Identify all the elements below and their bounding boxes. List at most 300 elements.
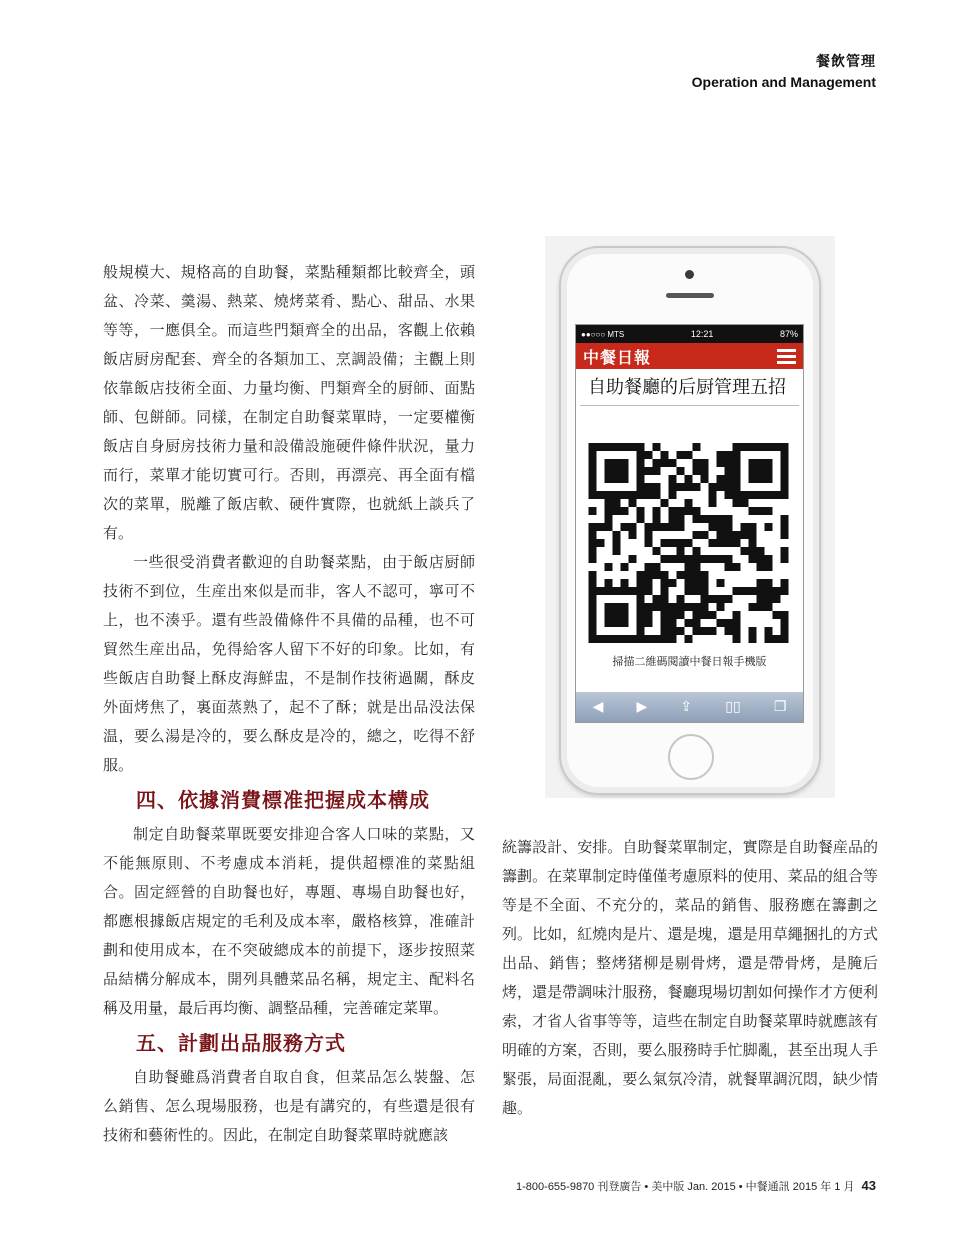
qr-module — [781, 619, 789, 627]
qr-module — [605, 611, 613, 619]
qr-module — [645, 635, 653, 643]
qr-module — [637, 467, 645, 475]
menu-icon[interactable] — [777, 349, 796, 364]
qr-module — [645, 483, 653, 491]
qr-module — [749, 459, 757, 467]
qr-module — [637, 619, 645, 627]
paragraph: 般規模大、規格高的自助餐，菜點種類都比較齊全，頭盆、冷菜、羹湯、熱菜、燒烤菜肴、點心、甜品、水果等等，一應俱全。而這些門類齊全的出品，客觀上依賴飯店厨房配套、齊全的各類加工、烹調設備；主觀上則依靠飯店技術全面、力量均衡、門類齊全的厨師、面點師、包餅師。同樣，在制定自助餐菜單時，一定要權衡飯店自身厨房技術力量和設備設施硬件條件狀況，量力而行，菜單才能切實可行。否則，再漂亮、再全面有檔次的菜單，脱離了飯店軟、硬件實際，也就紙上談兵了有。 — [103, 263, 475, 542]
qr-module — [725, 483, 733, 491]
qr-module — [757, 547, 765, 555]
qr-module — [781, 459, 789, 467]
qr-module — [589, 483, 597, 491]
paragraph: 統籌設計、安排。自助餐菜單制定，實際是自助餐産品的籌劃。在菜單制定時僅僅考慮原料的使用、菜品的組合等等是不全面、不充分的，菜品的銷售、服務應在籌劃之列。比如，紅燒肉是片、還是塊，還是用草繩捆扎的方式出品、銷售；整烤猪柳是剔骨烤，還是帶骨烤，是腌后烤，還是帶調味汁服務，餐廳現場切割如何操作才方便利索，才省人省事等等，這些在制定自助餐菜單時就應該有明確的方案，否則，要么服務時手忙脚亂，甚至出現人手緊張，局面混亂，要么氣氛冷清，就餐單調沉悶，缺少情趣。 — [502, 838, 878, 1117]
qr-module — [597, 539, 605, 547]
qr-module — [765, 491, 773, 499]
qr-module — [621, 635, 629, 643]
qr-module — [685, 507, 693, 515]
qr-module — [701, 587, 709, 595]
qr-module — [669, 627, 677, 635]
qr-caption: 掃描二維碼閱讀中餐日報手機版 — [612, 655, 767, 668]
qr-module — [773, 587, 781, 595]
qr-module — [685, 539, 693, 547]
qr-module — [637, 491, 645, 499]
qr-module — [701, 579, 709, 587]
qr-module — [701, 571, 709, 579]
qr-module — [757, 507, 765, 515]
qr-module — [733, 467, 741, 475]
qr-module — [757, 587, 765, 595]
qr-module — [661, 611, 669, 619]
qr-module — [765, 555, 773, 563]
qr-module — [709, 595, 717, 603]
home-button[interactable] — [668, 734, 714, 780]
qr-module — [685, 579, 693, 587]
qr-module — [781, 491, 789, 499]
qr-module — [725, 515, 733, 523]
qr-module — [613, 467, 621, 475]
qr-module — [605, 507, 613, 515]
qr-module — [757, 491, 765, 499]
qr-module — [677, 467, 685, 475]
qr-module — [645, 531, 653, 539]
qr-module — [725, 467, 733, 475]
qr-module — [637, 451, 645, 459]
qr-module — [685, 555, 693, 563]
qr-module — [613, 459, 621, 467]
section-heading-4: 四、依據消費標准把握成本構成 — [136, 788, 430, 812]
qr-module — [701, 595, 709, 603]
qr-module — [629, 531, 637, 539]
qr-module — [773, 611, 781, 619]
qr-module — [661, 627, 669, 635]
qr-module — [685, 499, 693, 507]
qr-module — [669, 611, 677, 619]
qr-module — [741, 523, 749, 531]
qr-module — [709, 555, 717, 563]
qr-module — [661, 555, 669, 563]
qr-module — [781, 475, 789, 483]
qr-module — [765, 595, 773, 603]
qr-module — [781, 547, 789, 555]
phone-image — [545, 236, 835, 798]
qr-module — [677, 547, 685, 555]
qr-module — [717, 579, 725, 587]
qr-module — [677, 555, 685, 563]
qr-module — [669, 523, 677, 531]
qr-module — [613, 635, 621, 643]
qr-module — [677, 507, 685, 515]
qr-module — [733, 483, 741, 491]
qr-module — [781, 531, 789, 539]
speaker-grille — [666, 293, 714, 298]
qr-module — [749, 603, 757, 611]
qr-module — [757, 443, 765, 451]
qr-module — [765, 635, 773, 643]
qr-module — [621, 563, 629, 571]
qr-module — [709, 523, 717, 531]
qr-module — [765, 507, 773, 515]
qr-module — [637, 603, 645, 611]
qr-module — [741, 587, 749, 595]
qr-module — [669, 459, 677, 467]
qr-module — [661, 459, 669, 467]
qr-module — [693, 467, 701, 475]
qr-module — [605, 491, 613, 499]
page-footer — [516, 1178, 876, 1194]
qr-module — [701, 555, 709, 563]
qr-module — [653, 459, 661, 467]
qr-module — [733, 539, 741, 547]
qr-module — [765, 579, 773, 587]
qr-module — [733, 611, 741, 619]
qr-module — [653, 483, 661, 491]
qr-module — [589, 555, 597, 563]
qr-module — [653, 563, 661, 571]
qr-module — [669, 491, 677, 499]
qr-module — [693, 587, 701, 595]
qr-module — [677, 539, 685, 547]
qr-module — [605, 635, 613, 643]
bookmarks-icon[interactable]: ▯▯ — [725, 699, 741, 715]
qr-module — [693, 507, 701, 515]
qr-module — [757, 595, 765, 603]
qr-module — [629, 587, 637, 595]
qr-module — [677, 595, 685, 603]
qr-module — [685, 563, 693, 571]
qr-module — [725, 627, 733, 635]
qr-module — [757, 555, 765, 563]
qr-module — [589, 603, 597, 611]
qr-module — [701, 531, 709, 539]
qr-module — [677, 523, 685, 531]
qr-module — [589, 491, 597, 499]
qr-module — [645, 579, 653, 587]
qr-module — [637, 627, 645, 635]
qr-module — [653, 443, 661, 451]
qr-module — [749, 531, 757, 539]
qr-module — [733, 627, 741, 635]
qr-module — [701, 459, 709, 467]
qr-module — [685, 451, 693, 459]
browser-toolbar — [576, 692, 803, 722]
qr-module — [645, 571, 653, 579]
qr-module — [637, 587, 645, 595]
qr-module — [685, 619, 693, 627]
article-title: 自助餐廳的后厨管理五招 — [580, 369, 799, 406]
qr-module — [629, 491, 637, 499]
qr-module — [709, 483, 717, 491]
qr-module — [693, 515, 701, 523]
qr-module — [613, 611, 621, 619]
qr-module — [637, 515, 645, 523]
qr-module — [597, 523, 605, 531]
qr-module — [685, 603, 693, 611]
qr-module — [661, 539, 669, 547]
qr-module — [725, 539, 733, 547]
qr-module — [605, 563, 613, 571]
qr-module — [709, 539, 717, 547]
qr-module — [725, 475, 733, 483]
qr-module — [693, 555, 701, 563]
qr-module — [613, 547, 621, 555]
qr-module — [597, 587, 605, 595]
qr-module — [645, 611, 653, 619]
qr-module — [589, 595, 597, 603]
qr-module — [693, 627, 701, 635]
qr-module — [605, 579, 613, 587]
qr-module — [637, 595, 645, 603]
qr-module — [589, 475, 597, 483]
qr-module — [621, 619, 629, 627]
qr-module — [693, 443, 701, 451]
qr-module — [589, 635, 597, 643]
battery-level: 87% — [779, 329, 798, 339]
qr-module — [613, 587, 621, 595]
qr-module — [653, 467, 661, 475]
qr-module — [749, 491, 757, 499]
qr-module — [669, 515, 677, 523]
qr-module — [669, 483, 677, 491]
qr-module — [629, 499, 637, 507]
qr-module — [589, 459, 597, 467]
qr-module — [677, 515, 685, 523]
qr-module — [605, 603, 613, 611]
qr-module — [701, 475, 709, 483]
qr-module — [605, 515, 613, 523]
qr-module — [685, 587, 693, 595]
qr-module — [757, 475, 765, 483]
qr-module — [685, 635, 693, 643]
qr-module — [701, 467, 709, 475]
qr-module — [677, 571, 685, 579]
paragraph: 制定自助餐菜單既要安排迎合客人口味的菜點，又不能無原則、不考慮成本消耗，提供超標准的菜點組合。固定經營的自助餐也好，專題、專場自助餐也好，都應根據飯店規定的毛利及成本率，嚴格核算，准確計劃和使用成本，在不突破總成本的前提下，逐步按照菜品結構分解成本，開列具體菜品名稱，規定主、配料名稱及用量，最后再均衡、調整品種，完善確定菜單。 — [103, 825, 475, 1017]
qr-module — [717, 595, 725, 603]
qr-module — [669, 619, 677, 627]
qr-module — [781, 483, 789, 491]
qr-module — [733, 451, 741, 459]
qr-module — [589, 523, 597, 531]
qr-module — [645, 563, 653, 571]
qr-module — [669, 507, 677, 515]
qr-module — [629, 555, 637, 563]
qr-module — [661, 451, 669, 459]
forward-icon[interactable]: ▶ — [636, 699, 648, 715]
qr-module — [757, 563, 765, 571]
qr-module — [725, 555, 733, 563]
qr-module — [693, 483, 701, 491]
qr-module — [597, 635, 605, 643]
qr-module — [645, 603, 653, 611]
qr-module — [685, 571, 693, 579]
qr-module — [621, 491, 629, 499]
share-icon[interactable]: ⇪ — [680, 699, 693, 715]
qr-module — [653, 635, 661, 643]
qr-module — [709, 515, 717, 523]
paragraph: 一些很受消費者歡迎的自助餐菜點，由于飯店厨師技術不到位，生産出來似是而非，客人不認可，寧可不上，也不湊乎。還有些設備條件不具備的品種，也不可貿然生産出品，免得給客人留下不好的印象。比如，有些飯店自助餐上酥皮海鮮盅，不是制作技術過關，酥皮外面烤焦了，裏面蒸熟了，起不了酥；就是出品没法保温，要么湯是冷的，要么酥皮是冷的，總之，吃得不舒服。 — [103, 553, 475, 774]
qr-module — [725, 531, 733, 539]
qr-module — [669, 555, 677, 563]
qr-module — [589, 467, 597, 475]
qr-module — [701, 627, 709, 635]
qr-module — [589, 531, 597, 539]
qr-module — [781, 635, 789, 643]
qr-module — [653, 491, 661, 499]
qr-module — [781, 579, 789, 587]
qr-module — [733, 563, 741, 571]
phone-frame — [559, 246, 821, 795]
qr-module — [637, 571, 645, 579]
qr-module — [621, 603, 629, 611]
qr-module — [597, 491, 605, 499]
qr-module — [781, 555, 789, 563]
qr-module — [653, 595, 661, 603]
qr-module — [781, 627, 789, 635]
qr-module — [757, 459, 765, 467]
qr-module — [693, 619, 701, 627]
qr-module — [645, 491, 653, 499]
qr-module — [725, 523, 733, 531]
qr-module — [781, 523, 789, 531]
qr-module — [693, 571, 701, 579]
qr-module — [637, 579, 645, 587]
qr-module — [765, 467, 773, 475]
qr-module — [613, 443, 621, 451]
qr-module — [773, 595, 781, 603]
qr-module — [733, 531, 741, 539]
qr-module — [661, 499, 669, 507]
qr-module — [717, 555, 725, 563]
qr-module — [589, 451, 597, 459]
qr-module — [589, 611, 597, 619]
qr-module — [589, 619, 597, 627]
qr-module — [765, 627, 773, 635]
qr-module — [645, 539, 653, 547]
qr-module — [629, 443, 637, 451]
qr-module — [645, 619, 653, 627]
qr-module — [661, 619, 669, 627]
qr-module — [749, 507, 757, 515]
qr-module — [717, 515, 725, 523]
qr-module — [765, 459, 773, 467]
qr-module — [693, 579, 701, 587]
qr-module — [669, 635, 677, 643]
qr-module — [773, 491, 781, 499]
qr-module — [749, 627, 757, 635]
qr-module — [741, 491, 749, 499]
page-number: 43 — [861, 1178, 876, 1193]
qr-module — [613, 491, 621, 499]
qr-module — [589, 443, 597, 451]
phone-screen — [575, 324, 804, 723]
qr-code — [586, 443, 791, 643]
qr-module — [781, 587, 789, 595]
qr-module — [661, 571, 669, 579]
qr-module — [781, 443, 789, 451]
qr-module — [661, 635, 669, 643]
qr-module — [749, 467, 757, 475]
section-heading-5: 五、計劃出品服務方式 — [136, 1031, 346, 1055]
qr-module — [661, 523, 669, 531]
qr-module — [725, 563, 733, 571]
qr-module — [733, 475, 741, 483]
qr-module — [757, 467, 765, 475]
qr-module — [613, 531, 621, 539]
qr-module — [749, 523, 757, 531]
qr-module — [637, 475, 645, 483]
qr-module — [589, 587, 597, 595]
status-time: 12:21 — [690, 329, 714, 339]
qr-module — [717, 531, 725, 539]
qr-module — [637, 443, 645, 451]
qr-module — [677, 483, 685, 491]
qr-module — [645, 587, 653, 595]
carrier-signal: ●●○○○ MTS — [581, 329, 625, 339]
qr-module — [765, 563, 773, 571]
qr-module — [653, 603, 661, 611]
qr-module — [653, 515, 661, 523]
qr-module — [589, 547, 597, 555]
qr-module — [725, 491, 733, 499]
qr-module — [701, 603, 709, 611]
qr-module — [589, 571, 597, 579]
qr-module — [717, 483, 725, 491]
qr-module — [757, 579, 765, 587]
qr-module — [749, 539, 757, 547]
paragraph: 自助餐雖爲消費者自取自食，但菜品怎么裝盤、怎么銷售、怎么現場服務，也是有講究的，有些還是很有技術和藝術性的。因此，在制定自助餐菜單時就應該 — [103, 1068, 475, 1144]
qr-module — [637, 459, 645, 467]
qr-module — [701, 515, 709, 523]
qr-module — [669, 603, 677, 611]
qr-module — [693, 547, 701, 555]
tabs-icon[interactable]: ❐ — [773, 699, 787, 715]
qr-module — [661, 579, 669, 587]
qr-module — [597, 443, 605, 451]
qr-module — [653, 523, 661, 531]
qr-module — [685, 483, 693, 491]
qr-module — [645, 451, 653, 459]
qr-module — [653, 507, 661, 515]
qr-module — [653, 547, 661, 555]
section-title-cn: 餐飲管理 — [816, 54, 876, 70]
left-column — [103, 258, 475, 1150]
qr-module — [709, 499, 717, 507]
qr-module — [693, 563, 701, 571]
qr-module — [677, 627, 685, 635]
qr-module — [621, 467, 629, 475]
qr-module — [629, 635, 637, 643]
qr-module — [733, 499, 741, 507]
qr-module — [701, 611, 709, 619]
qr-module — [605, 443, 613, 451]
qr-module — [621, 587, 629, 595]
qr-module — [613, 539, 621, 547]
qr-module — [741, 531, 749, 539]
qr-module — [781, 451, 789, 459]
qr-module — [677, 603, 685, 611]
qr-module — [621, 579, 629, 587]
qr-module — [693, 611, 701, 619]
qr-module — [765, 603, 773, 611]
qr-module — [613, 475, 621, 483]
qr-module — [645, 467, 653, 475]
qr-module — [725, 459, 733, 467]
qr-module — [677, 611, 685, 619]
qr-module — [677, 451, 685, 459]
back-icon[interactable]: ◀ — [592, 699, 604, 715]
qr-module — [725, 595, 733, 603]
qr-module — [717, 451, 725, 459]
qr-module — [725, 451, 733, 459]
